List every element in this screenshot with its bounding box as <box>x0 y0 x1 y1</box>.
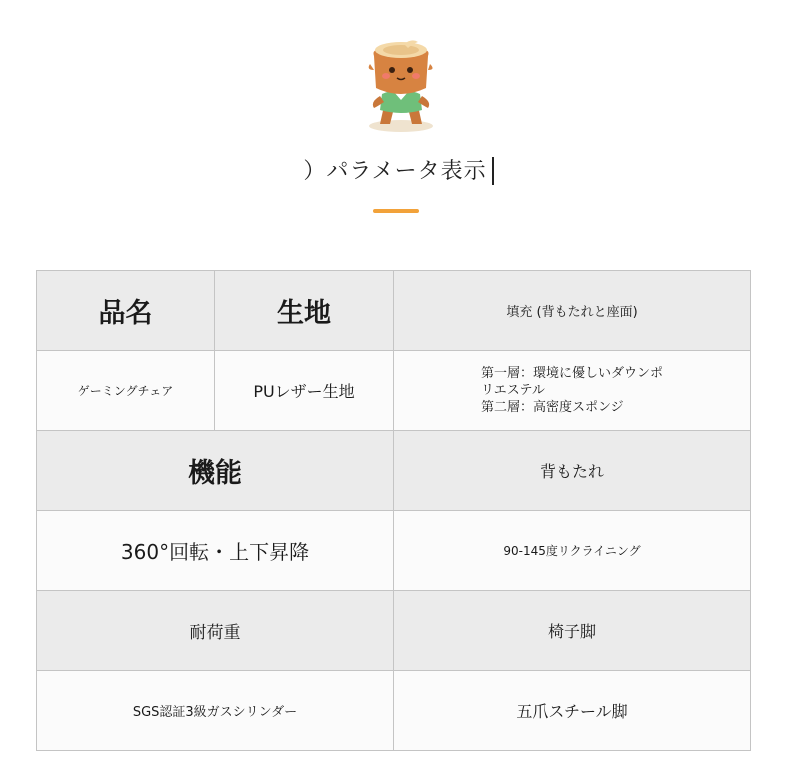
header-cell-function: 機能 <box>37 431 394 511</box>
tree-stump-mascot-icon <box>364 36 438 134</box>
cell-backrest-value: 90-145度リクライニング <box>394 511 751 591</box>
cell-function-value: 360°回転・上下昇降 <box>37 511 394 591</box>
table-row <box>37 591 751 671</box>
spec-table <box>36 270 751 751</box>
table-row <box>37 271 751 351</box>
header-cell-load-capacity: 耐荷重 <box>37 591 394 671</box>
table-row <box>37 351 751 431</box>
page-title: ）パラメータ表示 <box>303 159 487 184</box>
title-underline-accent <box>373 209 419 213</box>
header-cell-material: 生地 <box>215 271 394 351</box>
table-row <box>37 511 751 591</box>
cell-material-value: PUレザー生地 <box>215 351 394 431</box>
filling-line-1: 第一層：環境に優しいダウンポ <box>480 366 663 381</box>
cell-chair-legs-value: 五爪スチール脚 <box>394 671 751 751</box>
cell-filling-value <box>394 351 751 431</box>
table-row <box>37 431 751 511</box>
filling-line-2: リエステル <box>480 383 545 398</box>
text-cursor <box>492 157 494 185</box>
cell-load-capacity-value: SGS認証3級ガスシリンダー <box>37 671 394 751</box>
header-cell-filling: 填充 (背もたれと座面) <box>394 271 751 351</box>
table-row <box>37 671 751 751</box>
cell-product-name-value: ゲーミングチェア <box>37 351 215 431</box>
filling-line-3: 第二層：高密度スポンジ <box>480 400 624 415</box>
header-cell-backrest: 背もたれ <box>394 431 751 511</box>
header-cell-chair-legs: 椅子脚 <box>394 591 751 671</box>
header-cell-product-name: 品名 <box>37 271 215 351</box>
section-header <box>0 154 790 190</box>
